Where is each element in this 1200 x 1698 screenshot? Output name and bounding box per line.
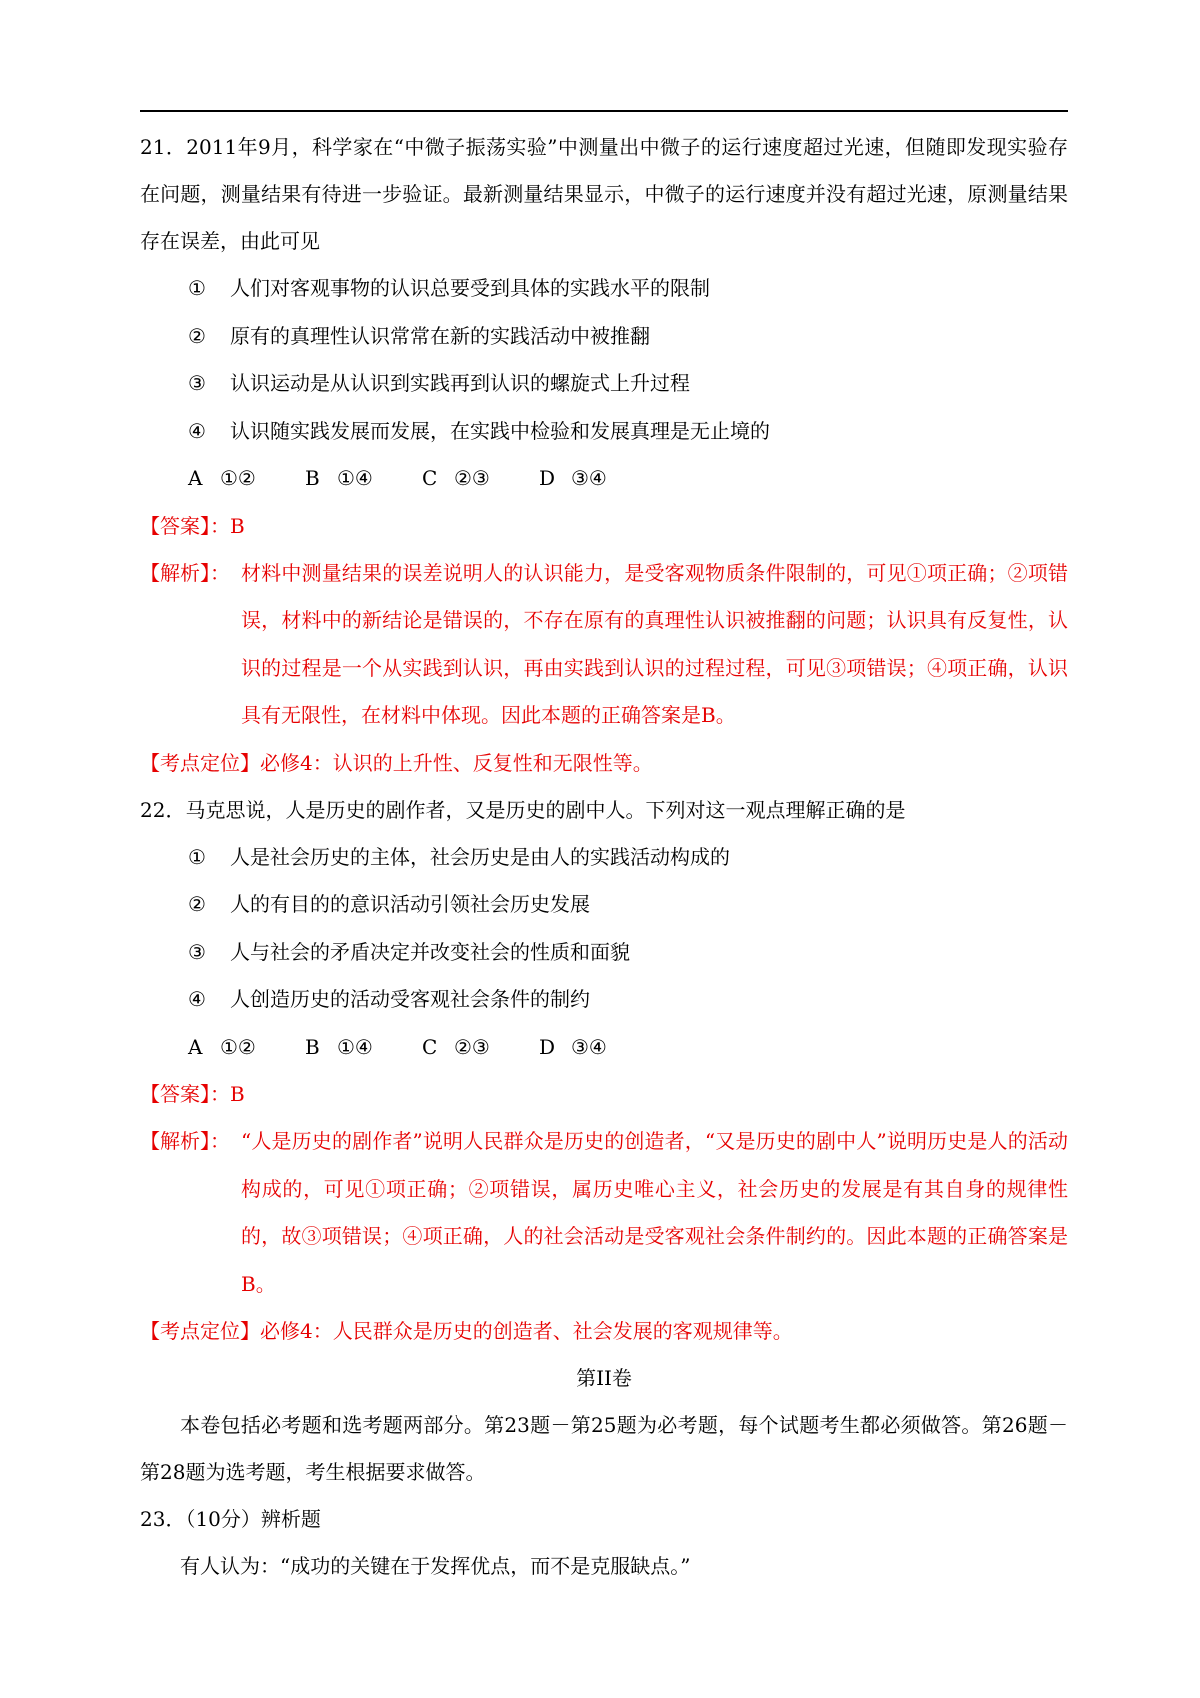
question-22 (140, 787, 1068, 1356)
question-23-title: 23．（10分）辨析题 (140, 1507, 321, 1531)
option-number: ① (188, 276, 206, 300)
option-item (140, 313, 1068, 361)
choice-a (188, 1024, 305, 1072)
choice-b (305, 455, 422, 503)
option-item (140, 265, 1068, 313)
choice-letter: C (422, 1034, 438, 1059)
option-item (140, 408, 1068, 456)
question-23-statement: 有人认为：“成功的关键在于发挥优点，而不是克服缺点。” (180, 1554, 691, 1578)
option-item (140, 360, 1068, 408)
choice-letter: D (539, 1034, 556, 1059)
option-item (140, 881, 1068, 929)
option-text: 人的有目的的意识活动引领社会历史发展 (230, 892, 590, 916)
question-21 (140, 124, 1068, 787)
section-intro: 本卷包括必考题和选考题两部分。第23题－第25题为必考题，每个试题考生都必须做答。第26题－第28题为选考题，考生根据要求做答。 (140, 1413, 1068, 1484)
option-text: 人们对客观事物的认识总要受到具体的实践水平的限制 (230, 276, 710, 300)
analysis-text: 材料中测量结果的误差说明人的认识能力，是受客观物质条件限制的，可见①项正确；②项错误，材料中的新结论是错误的，不存在原有的真理性认识被推翻的问题；认识具有反复性，认识的过程是一个从实践到认识，再由实践到认识的过程过程，可见③项错误；④项正确，认识具有无限性，在材料中体现。因此本题的正确答案是B。 (241, 560, 1068, 727)
option-number: ② (188, 892, 206, 916)
point-tag: 【考点定位】 (140, 750, 260, 775)
page-content (140, 124, 1068, 1590)
choice-letter: C (422, 466, 438, 490)
choice-d (539, 455, 656, 503)
option-item (140, 976, 1068, 1024)
option-text: 原有的真理性认识常常在新的实践活动中被推翻 (230, 323, 650, 348)
option-text: 人创造历史的活动受客观社会条件的制约 (230, 987, 590, 1011)
choice-value: ②③ (454, 466, 490, 490)
choice-value: ②③ (454, 1034, 490, 1059)
analysis-block (140, 550, 1068, 740)
answer-choices (140, 1024, 1068, 1072)
question-stem: 21．2011年9月，科学家在“中微子振荡实验”中测量出中微子的运行速度超过光速，但随即发现实验存在问题，测量结果有待进一步验证。最新测量结果显示，中微子的运行速度并没有超过光速，原测量结果存在误差，由此可见 (140, 135, 1068, 253)
option-number: ③ (188, 939, 206, 964)
choice-c (422, 1024, 539, 1072)
section-title: 第II卷 (576, 1366, 632, 1390)
choice-letter: A (188, 1034, 203, 1059)
answer-tag: 【答案】： (140, 513, 230, 538)
analysis-tag: 【解析】： (140, 1129, 230, 1153)
option-number: ③ (188, 371, 206, 395)
choice-letter: B (305, 1034, 320, 1059)
analysis-tag: 【解析】： (140, 560, 230, 585)
answer-tag: 【答案】： (140, 1082, 230, 1106)
option-number: ④ (188, 418, 206, 443)
option-item (140, 929, 1068, 977)
choice-value: ①② (220, 1034, 256, 1059)
option-item (140, 834, 1068, 882)
choice-letter: D (539, 466, 556, 490)
choice-value: ③④ (571, 466, 607, 490)
option-text: 人与社会的矛盾决定并改变社会的性质和面貌 (230, 939, 630, 964)
answer-choices (140, 455, 1068, 503)
choice-letter: B (305, 466, 320, 490)
choice-value: ①④ (337, 466, 373, 490)
answer-line (140, 1071, 1068, 1118)
analysis-text: “人是历史的剧作者”说明人民群众是历史的创造者，“又是历史的剧中人”说明历史是人的活动构成的，可见①项正确；②项错误，属历史唯心主义，社会历史的发展是有其自身的规律性的，故③项错误；④项正确，人的社会活动是受客观社会条件制约的。因此本题的正确答案是B。 (241, 1129, 1068, 1296)
answer-value: B (230, 513, 245, 538)
option-text: 认识运动是从认识到实践再到认识的螺旋式上升过程 (230, 371, 690, 395)
choice-value: ①④ (337, 1034, 373, 1059)
option-number: ④ (188, 987, 206, 1011)
header-rule (140, 110, 1068, 112)
answer-value: B (230, 1082, 245, 1106)
point-text: 必修4：认识的上升性、反复性和无限性等。 (260, 750, 653, 775)
option-text: 认识随实践发展而发展，在实践中检验和发展真理是无止境的 (230, 418, 770, 443)
choice-value: ①② (220, 466, 256, 490)
analysis-block (140, 1118, 1068, 1308)
option-number: ② (188, 323, 206, 348)
point-text: 必修4：人民群众是历史的创造者、社会发展的客观规律等。 (260, 1319, 793, 1343)
choice-a (188, 455, 305, 503)
choice-d (539, 1024, 656, 1072)
point-line (140, 740, 1068, 787)
point-tag: 【考点定位】 (140, 1319, 260, 1343)
choice-b (305, 1024, 422, 1072)
choice-c (422, 455, 539, 503)
choice-letter: A (188, 466, 203, 490)
option-text: 人是社会历史的主体，社会历史是由人的实践活动构成的 (230, 844, 730, 869)
question-stem: 22．马克思说，人是历史的剧作者，又是历史的剧中人。下列对这一观点理解正确的是 (140, 797, 906, 822)
choice-value: ③④ (571, 1034, 607, 1059)
answer-line (140, 503, 1068, 550)
point-line (140, 1308, 1068, 1355)
option-number: ① (188, 844, 206, 869)
